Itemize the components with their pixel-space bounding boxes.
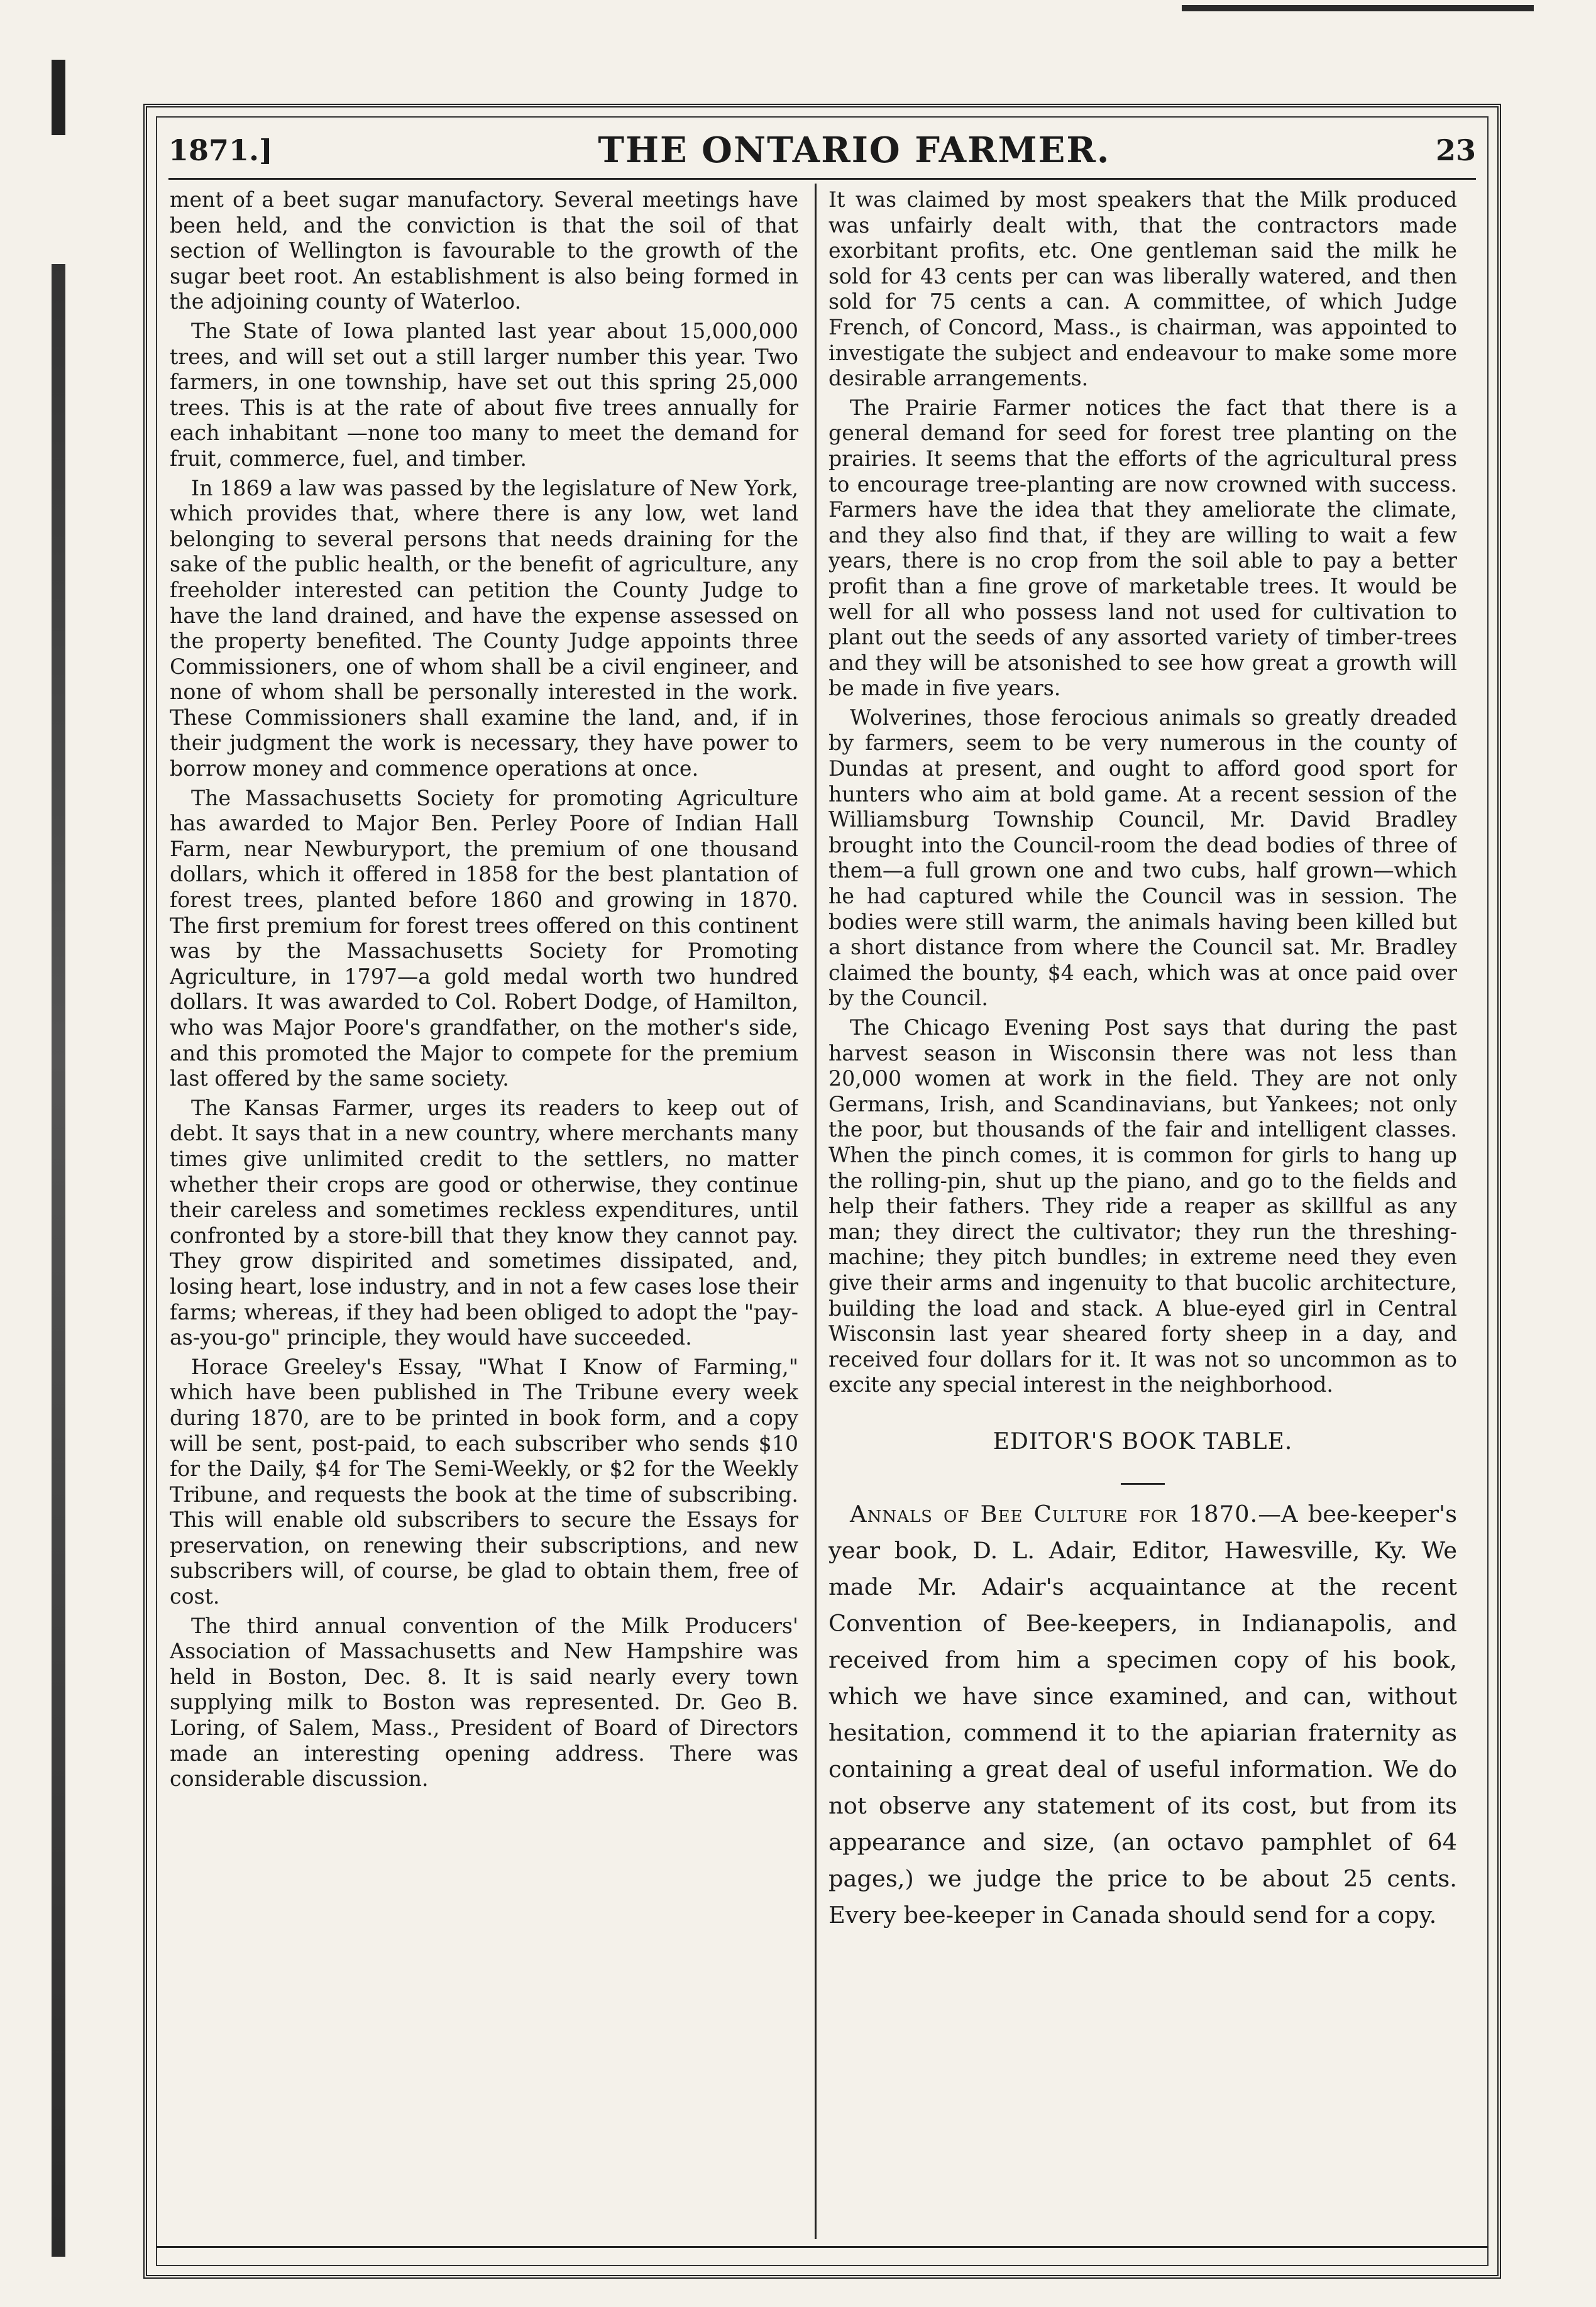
paragraph: The Prairie Farmer notices the fact that there is a general demand for seed for forest tree planting on the prairies. It seems that the efforts of the agricultural press to encourage tree-planting are now crowned with success. Farmers have the idea that they ameliorate the climate, and they also find that, if they are willing to wait a few years, there is no crop from the soil able to pay a better profit than a fine grove of marketable trees. It would be well for all who possess land not used for cultivation to plant out the seeds of any assorted variety of timber-trees and they will be atsonished to see how great a growth will be made in five years. [828, 395, 1457, 701]
section-heading [828, 1429, 1457, 1455]
right-column [828, 187, 1457, 2237]
paragraph: In 1869 a law was passed by the legislature of New York, which provides that, where there is any low, wet land belonging to several persons that needs draining for the sake of the public health, or the benefit of agriculture, any freeholder interested can petition the County Judge to have the land drained, and have the expense assessed on the property benefited. The County Judge appoints three Commissioners, one of whom shall be a civil engineer, and none of whom shall be personally interested in the work. These Commissioners shall examine the land, and, if in their judgment the work is necessary, they have power to borrow money and commence operations at once. [170, 475, 798, 781]
paragraph: ment of a beet sugar manufactory. Several meetings have been held, and the conviction is that the soil of that section of Wellington is favourable to the growth of the sugar beet root. An establishment is also being formed in the adjoining county of Waterloo. [170, 187, 798, 314]
paragraph: Wolverines, those ferocious animals so greatly dreaded by farmers, seem to be very numerous in the county of Dundas at present, and ought to afford good sport for hunters who aim at bold game. At a recent session of the Williamsburg Township Council, Mr. David Bradley brought into the Council-room the dead bodies of three of them—a full grown one and two cubs, half grown—which he had captured while the Council was in session. The bodies were still warm, the animals having been killed but a short distance from where the Council sat. Mr. Bradley claimed the bounty, $4 each, which was at once paid over by the Council. [828, 705, 1457, 1011]
publication-title: THE ONTARIO FARMER. [598, 129, 1111, 171]
paragraph: It was claimed by most speakers that the Milk produced was unfairly dealt with, that the contractors made exorbitant profits, etc. One gentleman said the milk he sold for 43 cents per can was liberally watered, and then sold for 75 cents a can. A committee, of which Judge French, of Concord, Mass., is chairman, was appointed to investigate the subject and endeavour to make some more desirable arrangements. [828, 187, 1457, 391]
scan-edge-mark [52, 60, 65, 135]
book-title: Annals of Bee Culture for 1870. [850, 1500, 1258, 1528]
bottom-rule [156, 2246, 1489, 2248]
paragraph: The State of Iowa planted last year about 15,000,000 trees, and will set out a still larger number this year. Two farmers, in one township, have set out this spring 25,000 trees. This is at the rate of about five trees annually for each inhabitant —none too many to meet the demand for fruit, commerce, fuel, and timber. [170, 318, 798, 471]
section-heading-text: EDITOR'S BOOK TABLE. [993, 1428, 1293, 1455]
page-header [168, 123, 1476, 180]
paragraph: The Kansas Farmer, urges its readers to keep out of debt. It says that in a new country, where merchants many times give unlimited credit to the settlers, no matter whether their crops are good or otherwise, they continue their careless and sometimes reckless expenditures, until confronted by a store-bill that they know they cannot pay. They grow dispirited and sometimes dissipated, and, losing heart, lose industry, and in not a few cases lose their farms; whereas, if they had been obliged to adopt the "pay-as-you-go" principle, they would have succeeded. [170, 1095, 798, 1350]
column-divider [815, 184, 817, 2239]
header-year: 1871.] [168, 133, 273, 167]
page-number: 23 [1435, 133, 1476, 167]
binding-shadow [52, 264, 65, 2257]
paragraph: The third annual convention of the Milk Producers' Association of Massachusetts and New Hampshire was held in Boston, Dec. 8. It is said nearly every town supplying milk to Boston was represented. Dr. Geo B. Loring, of Salem, Mass., President of Board of Directors made an interesting opening address. There was considerable discussion. [170, 1613, 798, 1792]
section-rule [1121, 1483, 1165, 1485]
paragraph: Horace Greeley's Essay, "What I Know of Farming," which have been published in The Tribune every week during 1870, are to be printed in book form, and a copy will be sent, post-paid, to each subscriber who sends $10 for the Daily, $4 for The Semi-Weekly, or $2 for the Weekly Tribune, and requests the book at the time of subscribing. This will enable old subscribers to secure the Essays for preservation, on renewing their subscriptions, and new subscribers will, of course, be glad to obtain them, free of cost. [170, 1354, 798, 1609]
left-column [170, 187, 798, 2237]
scan-edge-mark [1182, 5, 1534, 11]
book-review-text: —A bee-keeper's year book, D. L. Adair, Editor, Hawesville, Ky. We made Mr. Adair's acquaintance at the recent Convention of Bee-keepers, in Indianapolis, and received from him a specimen copy of his book, which we have since examined, and can, without hesitation, commend it to the apiarian fraternity as containing a great deal of useful information. We do not observe any statement of its cost, but from its appearance and size, (an octavo pamphlet of 64 pages,) we judge the price to be about 25 cents. Every bee-keeper in Canada should send for a copy. [828, 1500, 1457, 1929]
book-review [828, 1496, 1457, 1934]
paragraph: The Massachusetts Society for promoting Agriculture has awarded to Major Ben. Perley Poore of Indian Hall Farm, near Newburyport, the premium of one thousand dollars, which it offered in 1858 for the best plantation of forest trees, planted before 1860 and growing in 1870. The first premium for forest trees offered on this continent was by the Massachusetts Society for Promoting Agriculture, in 1797—a gold medal worth two hundred dollars. It was awarded to Col. Robert Dodge, of Hamilton, who was Major Poore's grandfather, on the mother's side, and this promoted the Major to compete for the premium last offered by the same society. [170, 785, 798, 1091]
paragraph: The Chicago Evening Post says that during the past harvest season in Wisconsin there was not less than 20,000 women at work in the field. They are not only Germans, Irish, and Scandinavians, but Yankees; not only the poor, but thousands of the fair and intelligent classes. When the pinch comes, it is common for girls to hang up the rolling-pin, shut up the piano, and go to the fields and help their fathers. They ride a reaper as skillful as any man; they direct the cultivator; they run the threshing-machine; they pitch bundles; in extreme need they even give their arms and ingenuity to that bucolic architecture, building the load and stack. A blue-eyed girl in Central Wisconsin last year sheared forty sheep in a day, and received four dollars for it. It was not so uncommon as to excite any special interest in the neighborhood. [828, 1015, 1457, 1397]
